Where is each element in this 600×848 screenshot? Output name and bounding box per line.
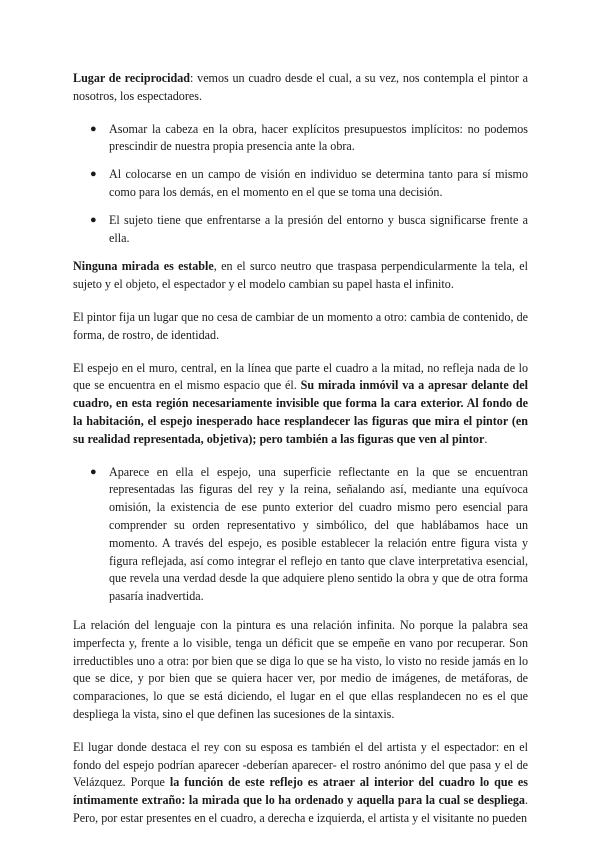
paragraph-lenguaje: La relación del lenguaje con la pintura es una relación infinita. No porque la palabra sea imperfecta y, frente a lo visible, tenga un déficit que se empeñe en vano por recuperar. Son irreductibles uno a otra: por bien que se diga lo que se ha visto, lo visto no reside jamás en lo que se dice, y por bien que se quiera hacer ver, por medio de imágenes, de metáforas, de comparaciones, lo que se está diciendo, el lugar en el que ellas resplandecen no es el que despliega la vista, sino el que definen las sucesiones de la sintaxis. bbox=[73, 617, 528, 721]
bullet-icon: ● bbox=[90, 465, 97, 478]
paragraph-text: . Pero, por estar presentes en el cuadro, a derecha e izquierda, el artista y el visitante no pueden bbox=[73, 793, 528, 825]
paragraph-text: , en el surco neutro que traspasa perpendicularmente la tela, el sujeto y el objeto, el espectador y el modelo cambian su papel hasta el infinito. bbox=[73, 259, 528, 292]
paragraph-text: El espejo en el muro, central, en la línea que parte el cuadro a la mitad, no refleja nada de lo que se encuentra en el mismo espacio que él. bbox=[73, 360, 528, 393]
list-item bbox=[73, 464, 528, 606]
bullet-icon: ● bbox=[90, 213, 97, 226]
bullet-icon: ● bbox=[90, 122, 97, 135]
paragraph-text: El lugar donde destaca el rey con su esposa es también el del artista y el espectador: en el fondo del espejo podrían aparecer -deberían aparecer- el rostro anónimo del que pasa y el de Velázquez. Porque bbox=[73, 739, 528, 790]
list-item-text: El sujeto tiene que enfrentarse a la presión del entorno y busca significarse frente a ella. bbox=[109, 212, 528, 245]
paragraph-pintor: El pintor fija un lugar que no cesa de cambiar de un momento a otro: cambia de contenido, de forma, de rostro, de identidad. bbox=[73, 309, 528, 342]
term-reciprocidad: Lugar de reciprocidad bbox=[73, 71, 191, 85]
paragraph-text: . bbox=[484, 431, 488, 446]
bullet-icon: ● bbox=[90, 168, 97, 181]
list-item-text: Asomar la cabeza en la obra, hacer explícitos presupuestos implícitos: no podemos prescindir de nuestra propia presencia ante la obra. bbox=[109, 121, 528, 154]
paragraph-text: : vemos un cuadro desde el cual, a su vez, nos contempla el pintor a nosotros, los espectadores. bbox=[73, 71, 528, 103]
paragraph-espejo bbox=[73, 360, 528, 449]
list-item bbox=[73, 121, 528, 157]
bullet-list-1 bbox=[73, 121, 528, 248]
paragraph-rey bbox=[73, 739, 528, 828]
document-body bbox=[73, 70, 528, 843]
paragraph-mirada bbox=[73, 258, 528, 294]
emphasis-espejo: Su mirada inmóvil va a apresar delante del cuadro, en esta región necesariamente invisible que forma la cara exterior. Al fondo de la habitación, el espejo inesperado hace resplandecer las figuras que mira el pintor (en su realidad representada, objetiva); pero también a las figuras que ven al pintor bbox=[73, 378, 528, 446]
list-item-text: Al colocarse en un campo de visión en individuo se determina tanto para sí mismo como para los demás, en el momento en el que se toma una decisión. bbox=[109, 167, 528, 199]
paragraph-reciprocidad bbox=[73, 70, 528, 106]
bullet-list-2 bbox=[73, 464, 528, 606]
list-item bbox=[73, 166, 528, 202]
list-item-text: Aparece en ella el espejo, una superficie reflectante en la que se encuentran representadas las figuras del rey y la reina, señalando así, mediante una equívoca omisión, la existencia de ese punto exterior del cuadro mismo pero esencial para comprender su orden representativo y simbólico, del que hablábamos hace un momento. A través del espejo, es posible establecer la relación entre figura vista y figura reflejada, así como integrar el reflejo en tanto que clave interpretativa esencial, que revela una verdad desde la que adquiere pleno sentido la obra y que de otra forma pasaría inadvertida. bbox=[109, 464, 528, 604]
list-item bbox=[73, 212, 528, 248]
term-mirada: Ninguna mirada es estable bbox=[73, 259, 214, 274]
emphasis-reflejo: la función de este reflejo es atraer al interior del cuadro lo que es íntimamente extraño: la mirada que lo ha ordenado y aquella para la cual se despliega bbox=[73, 775, 528, 808]
